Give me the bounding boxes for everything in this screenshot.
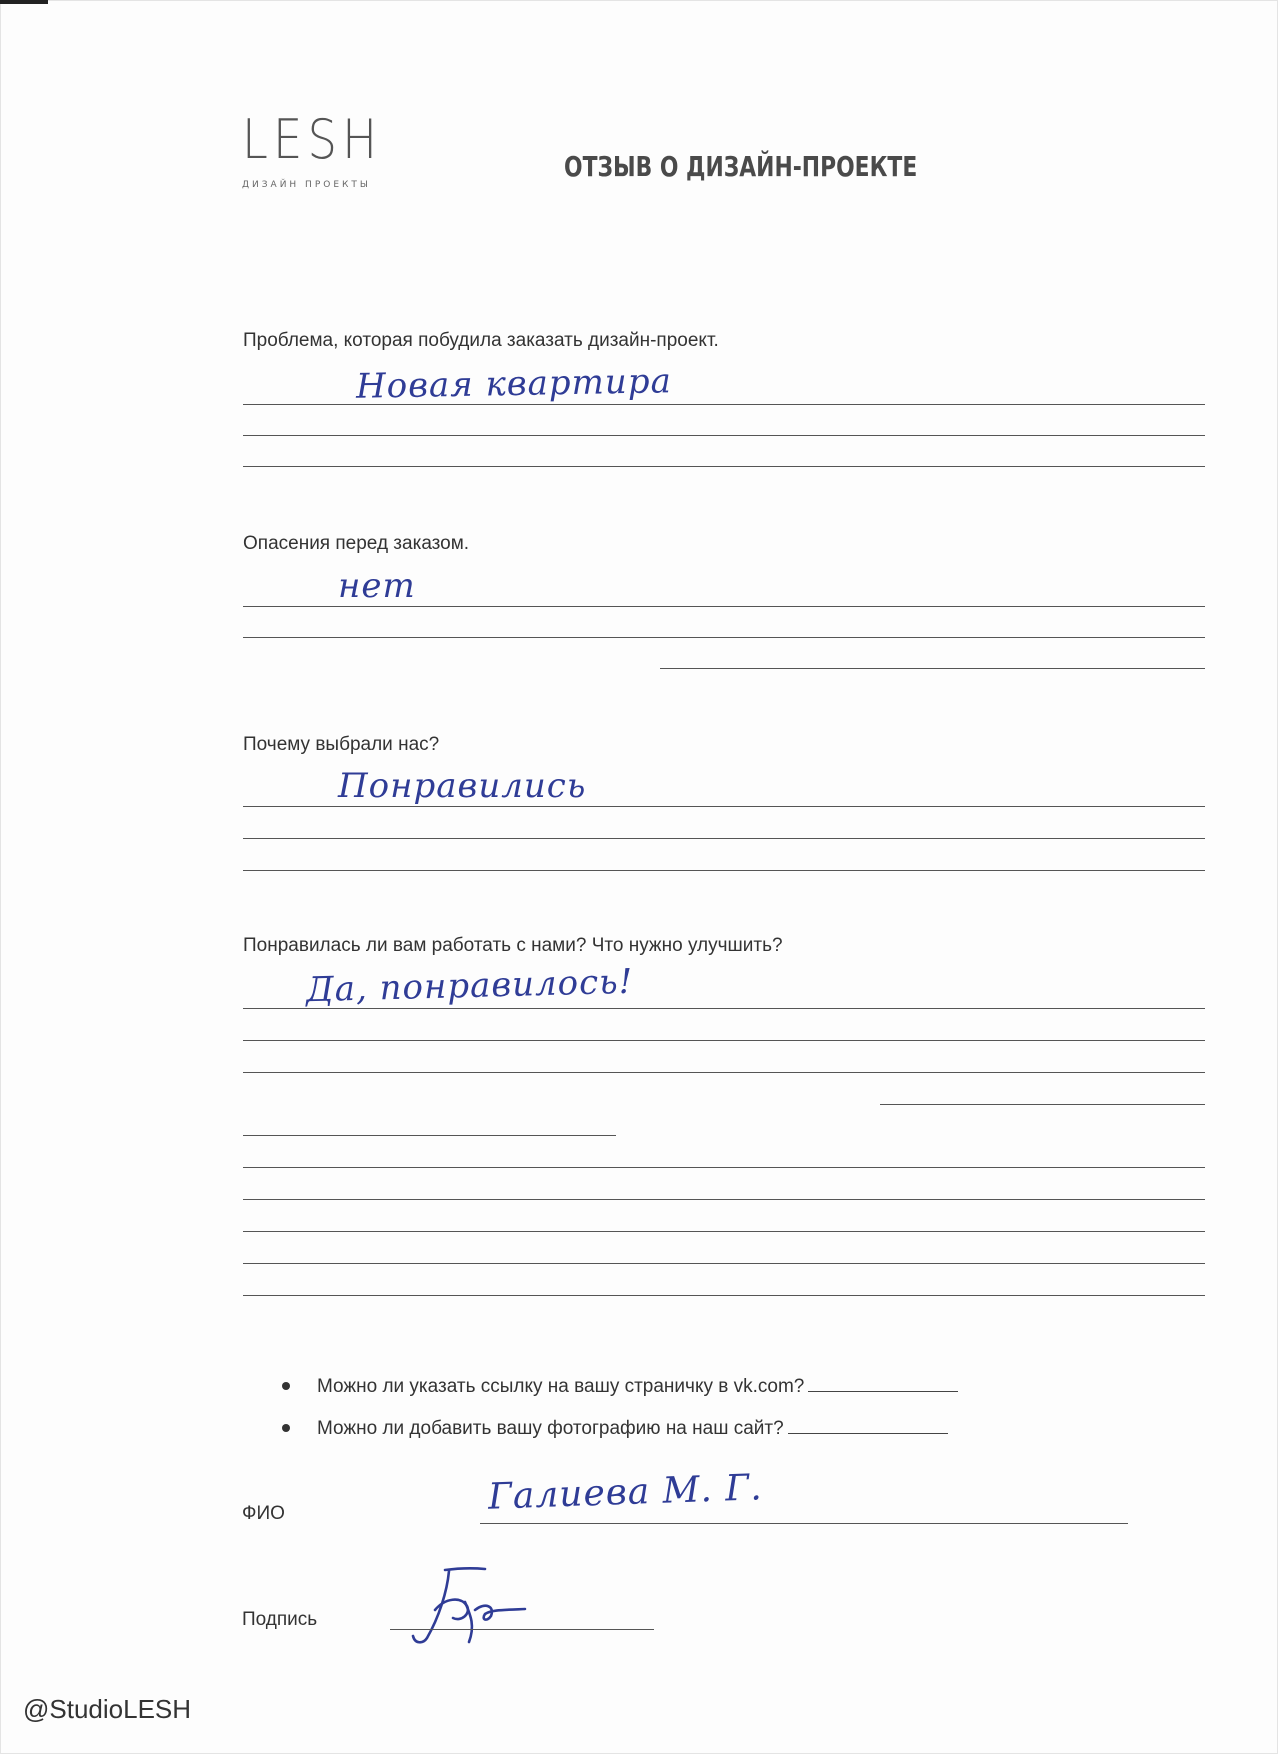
fio-label: ФИО (242, 1503, 285, 1524)
answer-line (243, 1263, 1205, 1264)
answer-line (243, 435, 1205, 436)
answer-feedback: Да, понравилось! (305, 961, 634, 1011)
signature-line[interactable] (390, 1629, 654, 1630)
answer-line (660, 668, 1205, 669)
answer-line (243, 1040, 1205, 1041)
signature-label: Подпись (242, 1609, 318, 1630)
answer-line (880, 1104, 1205, 1105)
bullet-icon (282, 1424, 290, 1432)
scan-corner-mark (0, 0, 48, 4)
consent-questions (282, 1356, 958, 1440)
bullet-icon (282, 1382, 290, 1390)
answer-why-us: Понравились (338, 766, 587, 806)
answer-line (243, 1295, 1205, 1296)
consent-photo-blank[interactable] (788, 1433, 948, 1434)
question-feedback: Понравилась ли вам работать с нами? Что нужно улучшить? (243, 935, 783, 956)
answer-line (243, 838, 1205, 839)
answer-line (243, 1231, 1205, 1232)
consent-vk-label: Можно ли указать ссылку на вашу страничку в vk.com? (317, 1376, 805, 1397)
fio-line[interactable] (480, 1523, 1128, 1524)
answer-line (243, 637, 1205, 638)
consent-vk-blank[interactable] (808, 1391, 958, 1392)
studio-watermark: @StudioLESH (23, 1694, 192, 1724)
answer-concerns: нет (338, 566, 416, 606)
answer-line (243, 806, 1205, 807)
question-problem: Проблема, которая побудила заказать дизайн-проект. (243, 330, 719, 351)
answer-line (243, 1135, 616, 1136)
answer-line (243, 404, 1205, 405)
lesh-logo (242, 108, 405, 190)
answer-problem: Новая квартира (355, 361, 673, 407)
logo-word: LESH (242, 108, 383, 171)
answer-line (243, 606, 1205, 607)
answer-line (243, 1199, 1205, 1200)
consent-vk-link (282, 1356, 958, 1398)
answer-line (243, 1072, 1205, 1073)
answer-line (243, 1008, 1205, 1009)
answer-line (243, 1167, 1205, 1168)
fio-value: Галиева М. Г. (487, 1467, 764, 1518)
answer-line (243, 466, 1205, 467)
logo-subtitle: ДИЗАЙН ПРОЕКТЫ (242, 180, 371, 190)
question-concerns: Опасения перед заказом. (243, 533, 470, 554)
consent-photo-label: Можно ли добавить вашу фотографию на наш сайт? (317, 1418, 784, 1439)
consent-photo (282, 1398, 958, 1440)
answer-line (243, 870, 1205, 871)
handwritten-signature (405, 1562, 565, 1652)
document-title: ОТЗЫВ О ДИЗАЙН-ПРОЕКТЕ (564, 150, 918, 183)
question-why-us: Почему выбрали нас? (243, 734, 440, 755)
